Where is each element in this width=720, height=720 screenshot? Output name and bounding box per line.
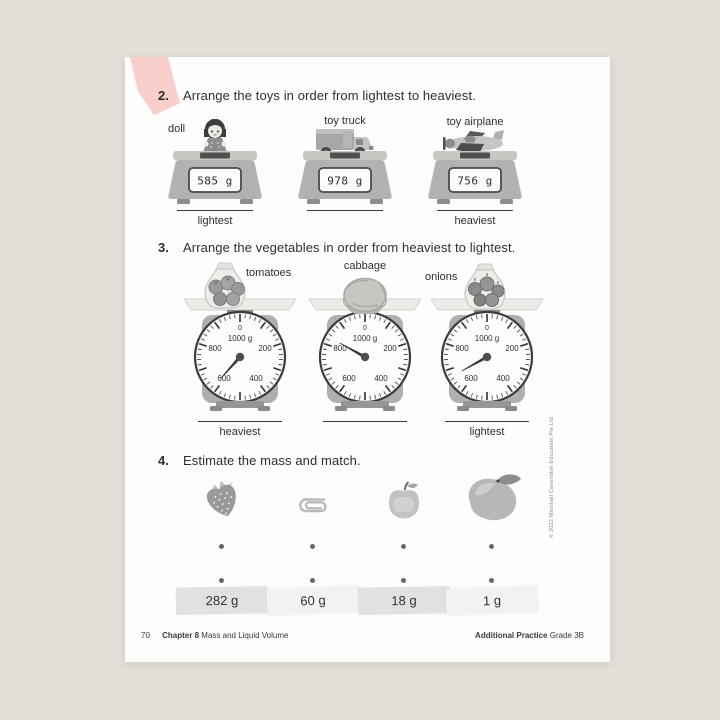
onions-bag-icon: [455, 260, 515, 312]
tomatoes-label: tomatoes: [246, 267, 292, 279]
answer-blank-3[interactable]: [437, 210, 513, 211]
mass-card-60g[interactable]: 60 g: [266, 585, 359, 616]
pink-ribbon-decoration: [128, 57, 180, 117]
question-2-prompt: Arrange the toys in order from lightest to heaviest.: [183, 88, 476, 103]
match-dot-card-1g[interactable]: [489, 578, 494, 583]
dial-label-600: 600: [342, 374, 356, 383]
dial-label-1000g: 1000 g: [352, 334, 378, 343]
series-name: Additional Practice: [475, 631, 548, 640]
dial-label-200: 200: [505, 344, 519, 353]
series-grade: Grade 3B: [549, 631, 584, 640]
q3-column-tomatoes: [170, 257, 310, 442]
answer-blank-1[interactable]: [177, 210, 253, 211]
page-number: 70: [141, 631, 150, 640]
dial-label-600: 600: [217, 374, 231, 383]
footer-right: [475, 631, 584, 640]
match-dot-item-strawberry[interactable]: [219, 544, 224, 549]
dial-label-0: 0: [238, 325, 242, 332]
answer-blank-5[interactable]: [323, 421, 407, 422]
dial-label-0: 0: [363, 325, 367, 332]
paperclip-icon: [293, 494, 333, 516]
dial-label-800: 800: [208, 344, 222, 353]
q3-column-onions: [417, 257, 557, 442]
match-dot-card-60g[interactable]: [310, 578, 315, 583]
blank-label-heaviest-q3: heaviest: [219, 426, 261, 438]
copyright-vertical-text: © 2022 Marshall Cavendish Education Pte Ltd: [549, 416, 555, 538]
digital-scale-airplane: [420, 149, 530, 209]
workbook-page: [125, 57, 610, 662]
chapter-title: Mass and Liquid Volume: [201, 631, 289, 640]
question-2-number: 2.: [158, 88, 169, 103]
question-3-prompt: Arrange the vegetables in order from heaviest to lightest.: [183, 240, 516, 255]
answer-blank-6[interactable]: [445, 421, 529, 422]
answer-blank-4[interactable]: [198, 421, 282, 422]
dial-label-800: 800: [333, 344, 347, 353]
digital-scale-truck: [290, 149, 400, 209]
match-dot-item-mango[interactable]: [489, 544, 494, 549]
footer-left: [141, 631, 298, 640]
question-3-number: 3.: [158, 240, 169, 255]
dial-label-200: 200: [258, 344, 272, 353]
blank-label-heaviest: heaviest: [454, 215, 496, 227]
dial-label-400: 400: [249, 374, 263, 383]
dial-label-0: 0: [485, 325, 489, 332]
mass-card-1g[interactable]: 1 g: [446, 585, 539, 615]
cabbage-icon: [338, 273, 392, 317]
onions-label: onions: [425, 271, 458, 283]
match-dot-item-paperclip[interactable]: [310, 544, 315, 549]
chapter-label: Chapter 8: [162, 631, 200, 640]
dial-label-400: 400: [374, 374, 388, 383]
dial-label-1000g: 1000 g: [227, 334, 253, 343]
toy-airplane-label: toy airplane: [446, 116, 504, 128]
dial-label-1000g: 1000 g: [474, 334, 500, 343]
dial-label-200: 200: [383, 344, 397, 353]
page-footer: [141, 631, 584, 640]
answer-blank-2[interactable]: [307, 210, 383, 211]
dial-label-600: 600: [464, 374, 478, 383]
match-dot-item-apple[interactable]: [401, 544, 406, 549]
q2-column-airplane: [410, 115, 540, 233]
doll-mass-display: 585 g: [197, 174, 233, 188]
mango-icon: [461, 470, 523, 524]
match-dot-card-282g[interactable]: [219, 578, 224, 583]
doll-label: doll: [168, 123, 186, 135]
truck-mass-display: 978 g: [327, 174, 363, 188]
q3-column-cabbage: [295, 257, 435, 442]
question-4-number: 4.: [158, 453, 169, 468]
match-dot-card-18g[interactable]: [401, 578, 406, 583]
mass-card-18g[interactable]: 18 g: [358, 586, 450, 615]
toy-truck-label: toy truck: [324, 115, 366, 127]
question-4-prompt: Estimate the mass and match.: [183, 453, 361, 468]
dial-label-400: 400: [496, 374, 510, 383]
mass-card-282g[interactable]: 282 g: [176, 586, 268, 615]
strawberry-icon: [202, 477, 242, 519]
blank-label-lightest: lightest: [197, 215, 233, 227]
q2-column-truck: [280, 115, 410, 233]
apple-icon: [385, 480, 423, 520]
dial-label-800: 800: [455, 344, 469, 353]
q2-column-doll: [150, 115, 280, 233]
q4-column-mango: [437, 472, 547, 622]
digital-scale-doll: [160, 149, 270, 209]
cabbage-label: cabbage: [343, 260, 387, 272]
blank-label-lightest-q3: lightest: [469, 426, 505, 438]
airplane-mass-display: 756 g: [457, 174, 493, 188]
